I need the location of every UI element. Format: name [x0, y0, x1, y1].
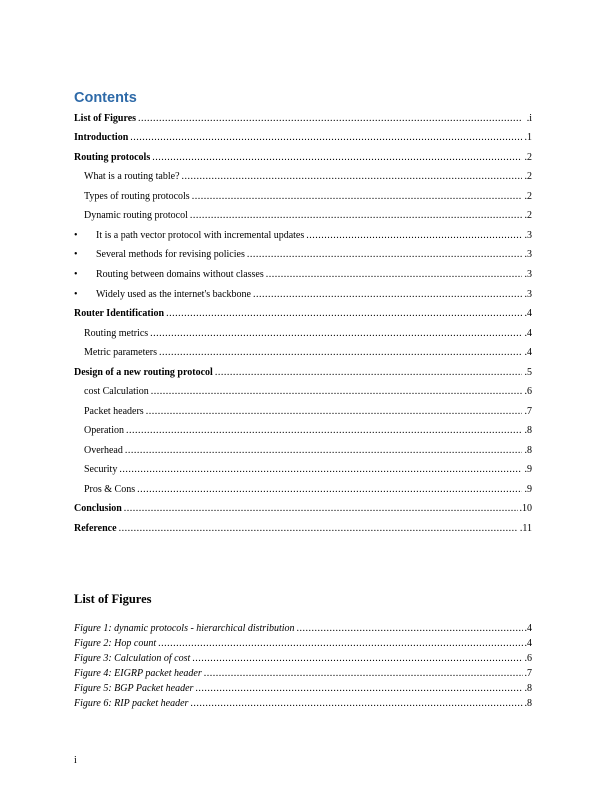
toc-entry-label: Conclusion — [74, 503, 122, 514]
figure-entry[interactable] — [74, 621, 532, 635]
toc-entry[interactable] — [74, 130, 532, 144]
figure-entry-page: .6 — [524, 653, 532, 664]
bullet-icon: • — [74, 230, 78, 241]
toc-entry[interactable] — [84, 443, 532, 457]
toc-entry[interactable] — [84, 462, 532, 476]
toc-entry-page: .4 — [524, 328, 532, 339]
dot-leader — [151, 386, 522, 398]
toc-entry-page: .2 — [524, 210, 532, 221]
figure-entry[interactable] — [74, 651, 532, 665]
dot-leader — [247, 249, 522, 261]
dot-leader — [190, 698, 522, 710]
dot-leader — [125, 445, 522, 457]
dot-leader — [266, 269, 522, 281]
toc-entry[interactable] — [74, 365, 532, 379]
page-number: i — [74, 755, 77, 766]
toc-entry[interactable] — [74, 306, 532, 320]
toc-entry-page: .5 — [524, 367, 532, 378]
toc-entry-page: .3 — [524, 230, 532, 241]
toc-entry-page: .4 — [524, 308, 532, 319]
toc-entry-page: .4 — [524, 347, 532, 358]
toc-entry-page: .2 — [524, 191, 532, 202]
figure-entry-label: Figure 5: BGP Packet header — [74, 683, 194, 694]
figure-entry-label: Figure 1: dynamic protocols - hierarchical distribution — [74, 623, 295, 634]
dot-leader — [190, 210, 522, 222]
toc-entry-label: cost Calculation — [84, 386, 149, 397]
dot-leader — [166, 308, 522, 320]
toc-entry-label: Dynamic routing protocol — [84, 210, 188, 221]
bullet-icon: • — [74, 249, 78, 260]
dot-leader — [195, 683, 522, 695]
contents-heading: Contents — [74, 90, 137, 106]
toc-entry[interactable] — [84, 404, 532, 418]
toc-entry[interactable] — [74, 501, 532, 515]
figure-entry[interactable] — [74, 681, 532, 695]
bullet-icon: • — [74, 289, 78, 300]
toc-entry-page: .8 — [524, 445, 532, 456]
figure-entry[interactable] — [74, 666, 532, 680]
toc-entry-page: .3 — [524, 289, 532, 300]
toc-entry-label: Introduction — [74, 132, 129, 143]
toc-entry-label: Design of a new routing protocol — [74, 367, 213, 378]
figure-entry-label: Figure 4: EIGRP packet header — [74, 668, 202, 679]
toc-entry[interactable] — [84, 482, 532, 496]
toc-entry-page: .11 — [519, 523, 532, 534]
dot-leader — [146, 406, 522, 418]
toc-entry-label: It is a path vector protocol with incremental updates — [96, 230, 305, 241]
dot-leader — [192, 191, 522, 203]
toc-entry-page: .3 — [524, 269, 532, 280]
dot-leader — [119, 464, 522, 476]
dot-leader — [306, 230, 522, 242]
figure-entry-page: .4 — [524, 638, 532, 649]
figure-entry-label: Figure 3: Calculation of cost — [74, 653, 191, 664]
bullet-icon: • — [74, 269, 78, 280]
dot-leader — [119, 523, 518, 535]
dot-leader — [124, 503, 518, 515]
toc-entry-label: Routing metrics — [84, 328, 149, 339]
toc-entry-page: .2 — [524, 152, 532, 163]
toc-entry[interactable] — [84, 345, 532, 359]
toc-entry-page: .i — [526, 113, 532, 124]
toc-entry-label: Overhead — [84, 445, 123, 456]
toc-entry[interactable] — [74, 521, 532, 535]
dot-leader — [215, 367, 522, 379]
toc-entry[interactable] — [84, 208, 532, 222]
dot-leader — [253, 289, 522, 301]
toc-entry-page: .10 — [519, 503, 532, 514]
list-of-figures-heading: List of Figures — [74, 592, 152, 606]
toc-entry-page: .3 — [524, 249, 532, 260]
toc-entry-page: .1 — [524, 132, 532, 143]
toc-entry-label: Reference — [74, 523, 117, 534]
toc-entry[interactable] — [84, 326, 532, 340]
dot-leader — [137, 484, 522, 496]
dot-leader — [192, 653, 522, 665]
dot-leader — [152, 152, 522, 164]
dot-leader — [182, 171, 522, 183]
toc-entry[interactable] — [74, 247, 532, 261]
figure-entry-label: Figure 2: Hop count — [74, 638, 157, 649]
dot-leader — [150, 328, 522, 340]
figure-entry[interactable] — [74, 636, 532, 650]
toc-entry[interactable] — [74, 111, 532, 125]
toc-entry-page: .6 — [524, 386, 532, 397]
toc-entry-label: Operation — [84, 425, 124, 436]
toc-entry-label: Metric parameters — [84, 347, 158, 358]
figure-entry-page: .4 — [524, 623, 532, 634]
toc-entry-page: .9 — [524, 464, 532, 475]
toc-entry[interactable] — [74, 228, 532, 242]
figure-entry-page: .7 — [524, 668, 532, 679]
toc-entry[interactable] — [74, 287, 532, 301]
toc-entry[interactable] — [84, 384, 532, 398]
toc-entry-page: .2 — [524, 171, 532, 182]
figure-entry[interactable] — [74, 696, 532, 710]
figure-entry-page: .8 — [524, 683, 532, 694]
toc-entry-label: Widely used as the internet's backbone — [96, 289, 251, 300]
toc-entry-label: Several methods for revising policies — [96, 249, 245, 260]
dot-leader — [204, 668, 523, 680]
toc-entry[interactable] — [74, 150, 532, 164]
toc-entry-label: Types of routing protocols — [84, 191, 190, 202]
dot-leader — [159, 347, 522, 359]
figure-entry-page: .8 — [524, 698, 532, 709]
toc-entry-page: .8 — [524, 425, 532, 436]
toc-entry[interactable] — [84, 189, 532, 203]
figure-entry-label: Figure 6: RIP packet header — [74, 698, 189, 709]
dot-leader — [130, 132, 522, 144]
dot-leader — [138, 113, 522, 125]
toc-entry-label: Router Identification — [74, 308, 165, 319]
toc-entry[interactable] — [84, 169, 532, 183]
dot-leader — [126, 425, 522, 437]
toc-entry-page: .9 — [524, 484, 532, 495]
dot-leader — [297, 623, 523, 635]
dot-leader — [158, 638, 522, 650]
toc-entry-label: Packet headers — [84, 406, 144, 417]
toc-entry-label: What is a routing table? — [84, 171, 180, 182]
toc-entry-label: Routing protocols — [74, 152, 151, 163]
toc-entry-label: List of Figures — [74, 113, 137, 124]
toc-entry-page: .7 — [524, 406, 532, 417]
toc-entry-label: Routing between domains without classes — [96, 269, 264, 280]
toc-entry[interactable] — [74, 267, 532, 281]
toc-entry-label: Pros & Cons — [84, 484, 136, 495]
toc-entry-label: Security — [84, 464, 118, 475]
toc-entry[interactable] — [84, 423, 532, 437]
